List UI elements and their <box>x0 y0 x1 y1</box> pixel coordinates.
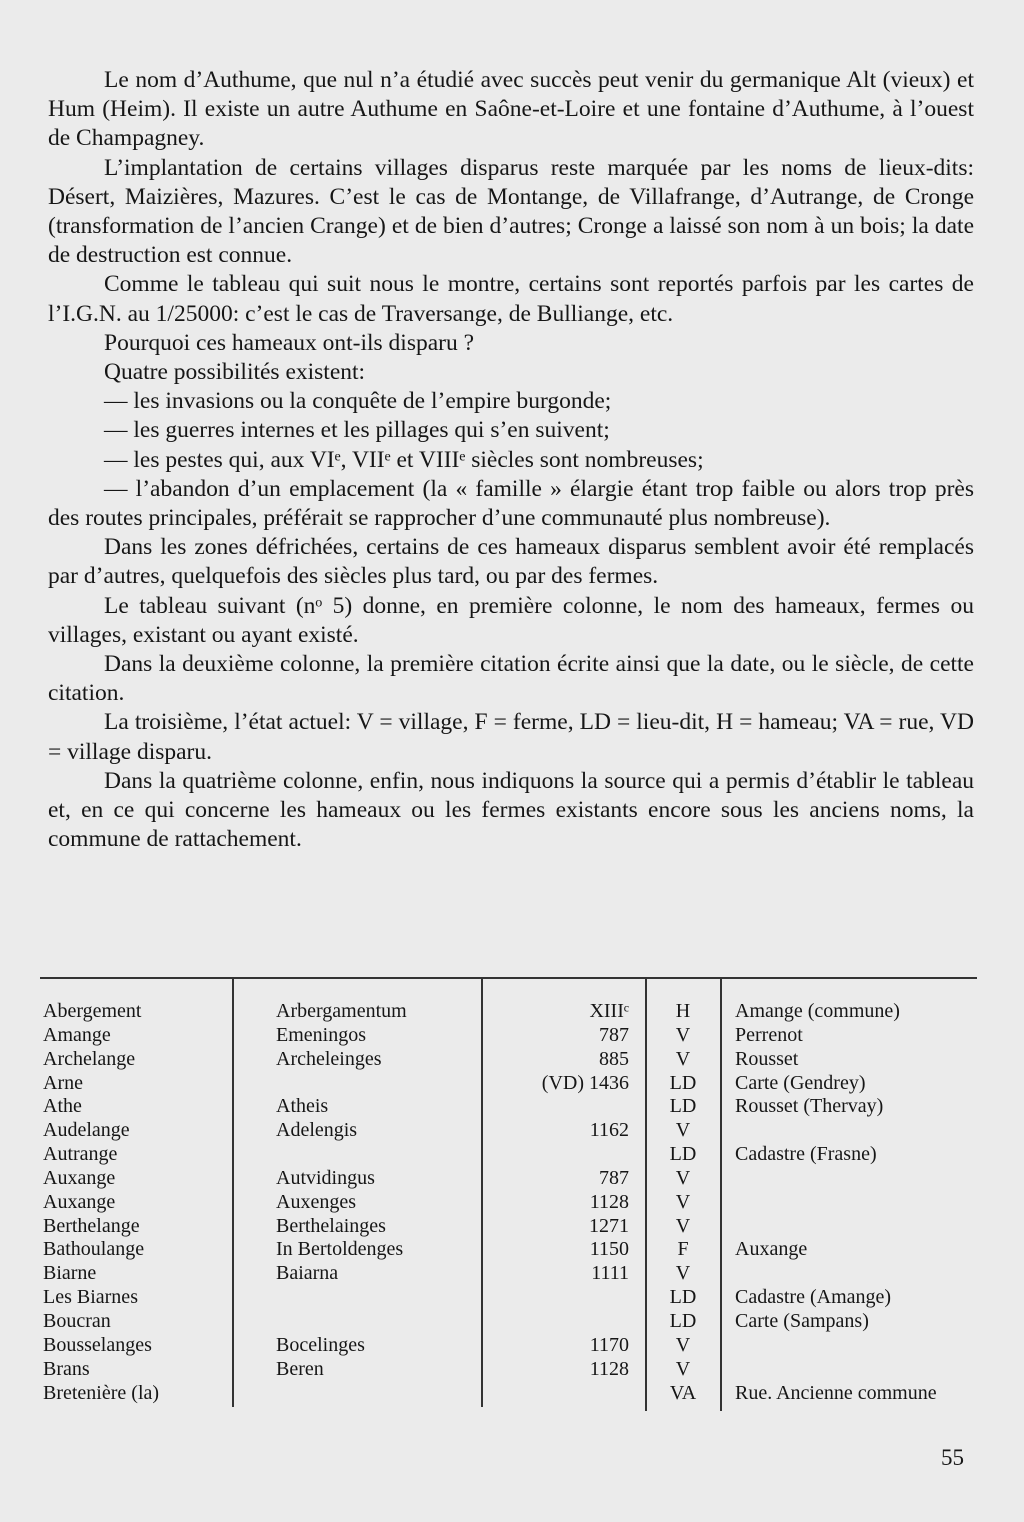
current-status: V <box>675 1333 691 1356</box>
table-row <box>0 1048 1024 1072</box>
current-status: VA <box>669 1381 697 1404</box>
citation-date: 787 <box>599 1166 629 1189</box>
body-text <box>48 66 974 854</box>
current-status: LD <box>669 1095 697 1118</box>
place-name: Audelange <box>43 1119 130 1142</box>
citation-date: 1162 <box>589 1119 629 1142</box>
current-status: LD <box>669 1286 697 1309</box>
first-citation: Auxenges <box>276 1190 356 1213</box>
place-name: Amange <box>43 1023 111 1046</box>
first-citation: Archeleinges <box>276 1047 382 1070</box>
citation-date: 1128 <box>589 1357 629 1380</box>
source-commune: Carte (Gendrey) <box>735 1071 866 1094</box>
citation-date: 787 <box>599 1023 629 1046</box>
table-row <box>0 1262 1024 1286</box>
place-name: Berthelange <box>43 1214 140 1237</box>
first-citation: Adelengis <box>276 1119 358 1142</box>
first-citation: Baiarna <box>276 1262 339 1285</box>
table-row <box>0 1286 1024 1310</box>
villages-table <box>0 1000 1024 1405</box>
current-status: V <box>675 1119 691 1142</box>
citation-date: 1128 <box>589 1190 629 1213</box>
source-commune: Carte (Sampans) <box>735 1309 869 1332</box>
source-commune: Amange (commune) <box>735 1000 900 1022</box>
place-name: Boucran <box>43 1309 111 1332</box>
paragraph: Le nom d’Authume, que nul n’a étudié avec succès peut venir du germanique Alt (vieux) et Hum (Heim). Il existe un autre Authume en Saône-et-Loire et une fontaine d’Authume, à l’ouest de Champagney. <box>48 67 974 152</box>
paragraph: Comme le tableau qui suit nous le montre, certains sont reportés parfois par les cartes de l’I.G.N. au 1/25000: c’est le cas de Traversange, de Bulliange, etc. <box>48 271 974 327</box>
paragraph: Dans les zones défrichées, certains de ces hameaux disparus semblent avoir été remplacés par d’autres, quelquefois des siècles plus tard, ou par des fermes. <box>48 534 974 590</box>
current-status: V <box>675 1047 691 1070</box>
place-name: Archelange <box>43 1047 136 1070</box>
table-row <box>0 1334 1024 1358</box>
paragraph: Le tableau suivant (nᵒ 5) donne, en première colonne, le nom des hameaux, fermes ou villages, existant ou ayant existé. <box>48 592 974 648</box>
table-row <box>0 1143 1024 1167</box>
list-line: — les invasions ou la conquête de l’empire burgonde; <box>104 388 612 415</box>
place-name: Bathoulange <box>43 1238 145 1261</box>
current-status: V <box>675 1190 691 1213</box>
place-name: Abergement <box>43 1000 142 1022</box>
first-citation: Bocelinges <box>276 1333 365 1356</box>
place-name: Bretenière (la) <box>43 1381 160 1404</box>
citation-date: 1150 <box>589 1238 629 1261</box>
table-row <box>0 1191 1024 1215</box>
first-citation: Beren <box>276 1357 324 1380</box>
first-citation: Autvidingus <box>276 1166 375 1189</box>
current-status: V <box>675 1214 691 1237</box>
citation-date: XIIIᶜ <box>589 1000 629 1022</box>
citation-date: 1271 <box>589 1214 629 1237</box>
source-commune: Rousset <box>735 1047 799 1070</box>
table-row <box>0 1119 1024 1143</box>
table-top-rule <box>40 977 977 979</box>
paragraph: Dans la deuxième colonne, la première citation écrite ainsi que la date, ou le siècle, de cette citation. <box>48 651 974 707</box>
place-name: Les Biarnes <box>43 1286 138 1309</box>
citation-date: (VD) 1436 <box>541 1071 629 1094</box>
current-status: V <box>675 1262 691 1285</box>
place-name: Auxange <box>43 1190 116 1213</box>
table-row <box>0 1238 1024 1262</box>
table-row <box>0 1358 1024 1382</box>
first-citation: Arbergamentum <box>276 1000 407 1022</box>
paragraph: — l’abandon d’un emplacement (la « famille » élargie étant trop faible ou alors trop près des routes principales, préférait se rapprocher d’une communauté plus nombreuse). <box>48 475 974 532</box>
table-row <box>0 1072 1024 1096</box>
page-number: 55 <box>941 1445 964 1470</box>
source-commune: Cadastre (Amange) <box>735 1286 892 1309</box>
place-name: Brans <box>43 1357 90 1380</box>
source-commune: Rue. Ancienne commune <box>735 1381 937 1404</box>
list-line: Pourquoi ces hameaux ont-ils disparu ? <box>104 329 475 356</box>
first-citation: Atheis <box>276 1095 329 1118</box>
place-name: Arne <box>43 1071 83 1094</box>
first-citation: In Bertoldenges <box>276 1238 404 1261</box>
paragraph: Dans la quatrième colonne, enfin, nous indiquons la source qui a permis d’établir le tableau et, en ce qui concerne les hameaux ou les fermes existants encore sous les anciens noms, la commune de rattachement. <box>48 767 974 853</box>
table-row <box>0 1382 1024 1406</box>
current-status: F <box>677 1238 689 1261</box>
place-name: Auxange <box>43 1166 116 1189</box>
list-line: — les pestes qui, aux VIᵉ, VIIᵉ et VIIIᵉ siècles sont nombreuses; <box>104 446 704 473</box>
first-citation: Emeningos <box>276 1023 366 1046</box>
source-commune: Auxange <box>735 1238 808 1261</box>
current-status: V <box>675 1023 691 1046</box>
current-status: LD <box>669 1309 697 1332</box>
citation-date: 885 <box>599 1047 629 1070</box>
table-row <box>0 1024 1024 1048</box>
table-row <box>0 1215 1024 1239</box>
list-line: — les guerres internes et les pillages qui s’en suivent; <box>104 417 610 444</box>
table-row <box>0 1095 1024 1119</box>
place-name: Athe <box>43 1095 82 1118</box>
paragraph: La troisième, l’état actuel: V = village, F = ferme, LD = lieu-dit, H = hameau; VA = rue, VD = village disparu. <box>48 709 974 765</box>
current-status: V <box>675 1357 691 1380</box>
paragraph: L’implantation de certains villages disparus reste marquée par les noms de lieux-dits: Désert, Maizières, Mazures. C’est le cas de Montange, de Villafrange, d’Autrange, de Cronge (transformation de l’ancien Crange) et de bien d’autres; Cronge a laissé son nom à un bois; la date de destruction est connue. <box>48 154 974 269</box>
current-status: V <box>675 1166 691 1189</box>
table-row <box>0 1000 1024 1024</box>
first-citation: Berthelainges <box>276 1214 386 1237</box>
source-commune: Cadastre (Frasne) <box>735 1143 877 1166</box>
current-status: LD <box>669 1143 697 1166</box>
source-commune: Rousset (Thervay) <box>735 1095 884 1118</box>
list-line: Quatre possibilités existent: <box>104 359 366 386</box>
current-status: LD <box>669 1071 697 1094</box>
source-commune: Perrenot <box>735 1023 803 1046</box>
citation-date: 1170 <box>589 1333 629 1356</box>
place-name: Bousselanges <box>43 1333 152 1356</box>
place-name: Autrange <box>43 1143 118 1166</box>
table-row <box>0 1167 1024 1191</box>
place-name: Biarne <box>43 1262 97 1285</box>
table-row <box>0 1310 1024 1334</box>
citation-date: 1111 <box>591 1262 629 1285</box>
current-status: H <box>675 1000 691 1022</box>
